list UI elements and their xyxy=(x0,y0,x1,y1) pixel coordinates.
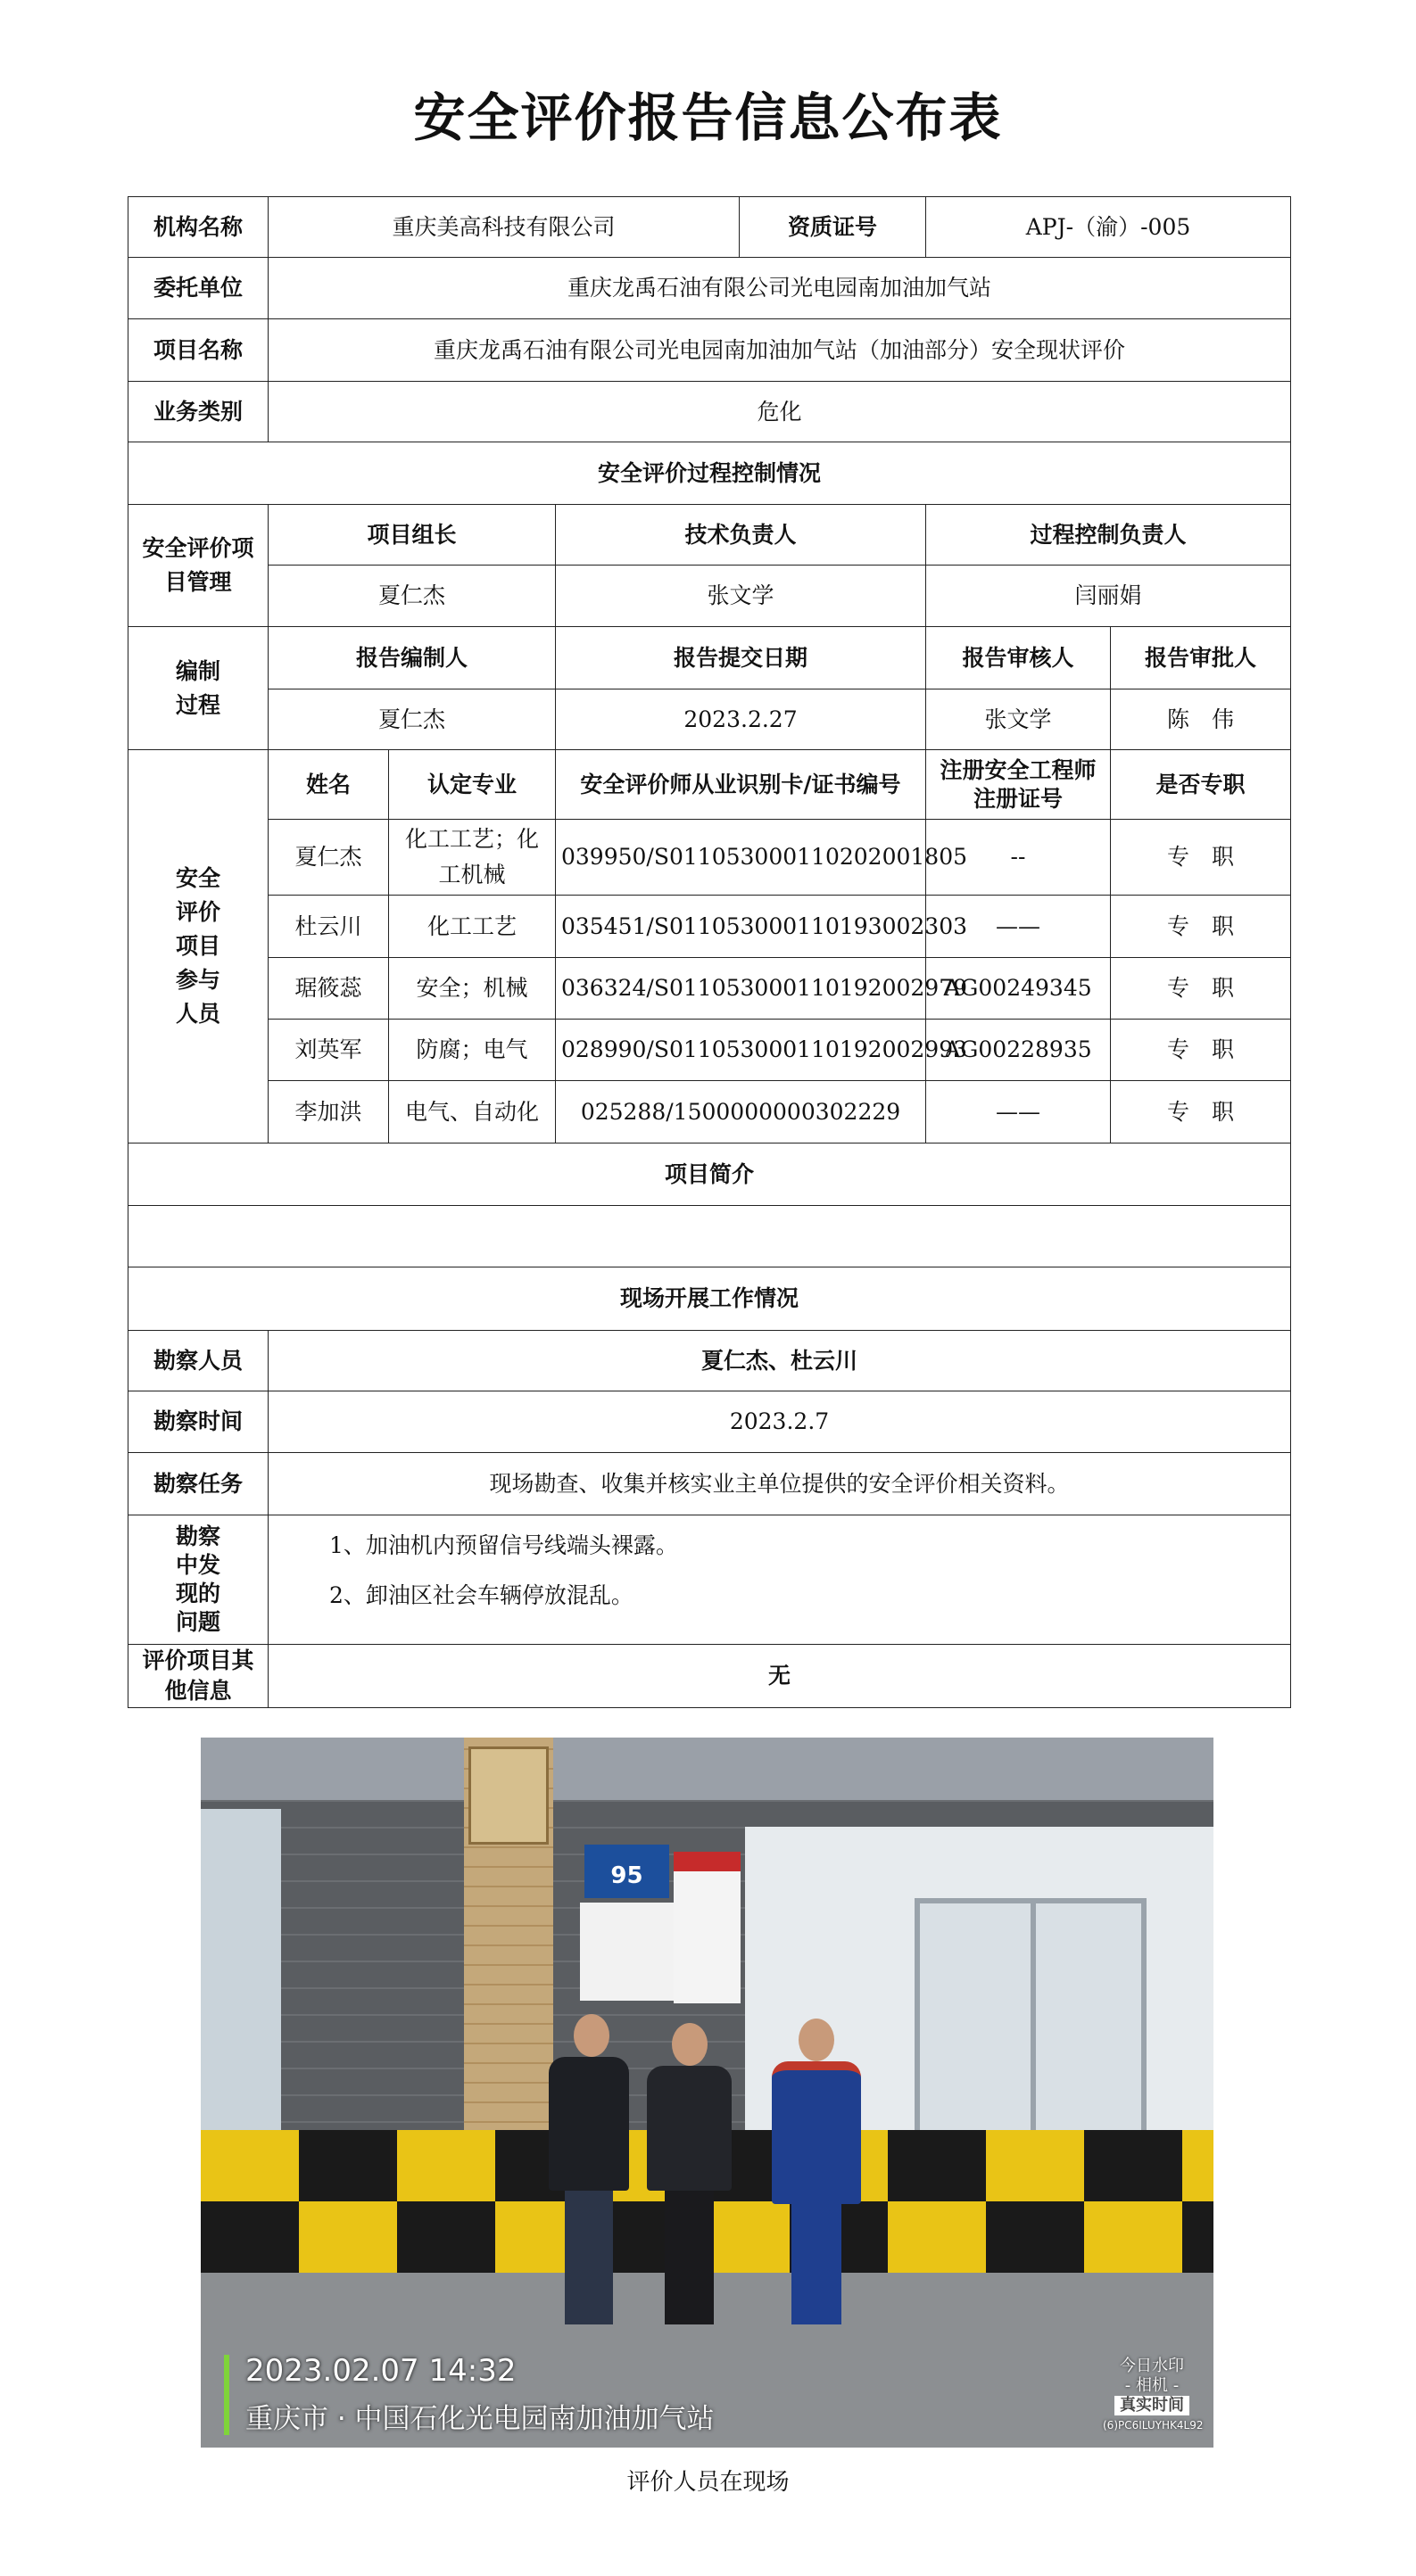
org-value: 重庆美高科技有限公司 xyxy=(269,197,740,258)
watermark-line: - 相机 - xyxy=(1124,2376,1180,2395)
process-section-title: 安全评价过程控制情况 xyxy=(128,442,1291,505)
compile-value: 夏仁杰 xyxy=(269,689,556,750)
intro-section-title: 项目简介 xyxy=(128,1144,1291,1206)
participant-reg: —— xyxy=(926,896,1111,958)
photo-caption: 评价人员在现场 xyxy=(626,2469,790,2496)
participant-major: 防腐；电气 xyxy=(389,1020,556,1081)
house-number: 95 xyxy=(610,1862,643,1889)
site-staff-label: 勘察人员 xyxy=(128,1331,269,1391)
compile-value: 2023.2.27 xyxy=(556,689,926,750)
participant-fulltime: 专 职 xyxy=(1111,820,1291,896)
business-value: 危化 xyxy=(269,382,1291,442)
site-issues xyxy=(269,1515,1291,1645)
person-right xyxy=(772,2019,861,2326)
site-other-label: 评价项目其他信息 xyxy=(128,1645,269,1708)
person-head xyxy=(574,2014,609,2057)
site-issues-label: 勘察中发现的问题 xyxy=(128,1515,269,1645)
photo-timestamp: 2023.02.07 14:32 xyxy=(245,2353,517,2389)
management-value: 闫丽娟 xyxy=(926,566,1291,627)
site-other-value: 无 xyxy=(269,1645,1291,1708)
watermark-line: 今日水印 xyxy=(1120,2357,1184,2375)
cert-value: APJ-（渝）-005 xyxy=(926,197,1291,258)
participants-header: 注册安全工程师注册证号 xyxy=(926,750,1111,820)
person-uniform xyxy=(772,2061,861,2204)
person-left xyxy=(549,2014,629,2326)
participant-fulltime: 专 职 xyxy=(1111,1081,1291,1144)
site-section-title: 现场开展工作情况 xyxy=(128,1267,1291,1331)
photo-location: 重庆市 · 中国石化光电园南加油加气站 xyxy=(245,2403,715,2435)
pillar-ornament xyxy=(468,1746,549,1845)
person-middle xyxy=(647,2023,732,2326)
compile-value: 张文学 xyxy=(926,689,1111,750)
watermark xyxy=(1103,2357,1204,2435)
participant-major: 电气、自动化 xyxy=(389,1081,556,1144)
site-time-label: 勘察时间 xyxy=(128,1391,269,1453)
issue-item: 2、卸油区社会车辆停放混乱。 xyxy=(329,1582,633,1608)
participant-major: 化工工艺 xyxy=(389,896,556,958)
person-head xyxy=(672,2023,708,2066)
cert-label: 资质证号 xyxy=(740,197,926,258)
site-staff-value: 夏仁杰、杜云川 xyxy=(269,1331,1291,1391)
project-label: 项目名称 xyxy=(128,319,269,382)
compile-label: 编制过程 xyxy=(128,627,269,750)
participant-name: 李加洪 xyxy=(269,1081,389,1144)
participant-cert: 025288/1500000000302229 xyxy=(556,1081,926,1144)
person-jacket xyxy=(647,2066,732,2191)
watermark-code: (6)PC6ILUYHK4L92 xyxy=(1103,2419,1204,2432)
management-label: 安全评价项目管理 xyxy=(128,505,269,627)
notice-board xyxy=(674,1852,741,2003)
participant-name: 琚筱蕊 xyxy=(269,958,389,1020)
site-task-value: 现场勘查、收集并核实业主单位提供的安全评价相关资料。 xyxy=(269,1453,1291,1515)
participant-fulltime: 专 职 xyxy=(1111,1020,1291,1081)
management-header: 过程控制负责人 xyxy=(926,505,1291,566)
management-value: 张文学 xyxy=(556,566,926,627)
roof-edge xyxy=(201,1738,1213,1800)
participant-major: 安全；机械 xyxy=(389,958,556,1020)
management-header: 技术负责人 xyxy=(556,505,926,566)
participant-cert: 036324/S011053000110192002979 xyxy=(556,958,926,1020)
participants-header: 是否专职 xyxy=(1111,750,1291,820)
participant-major: 化工工艺；化工机械 xyxy=(389,820,556,896)
compile-header: 报告审核人 xyxy=(926,627,1111,689)
participants-header: 姓名 xyxy=(269,750,389,820)
person-head xyxy=(799,2019,834,2061)
compile-value: 陈 伟 xyxy=(1111,689,1291,750)
participant-cert: 028990/S011053000110192002993 xyxy=(556,1020,926,1081)
compile-header: 报告编制人 xyxy=(269,627,556,689)
person-legs xyxy=(791,2195,841,2324)
house-number-sign xyxy=(584,1845,669,1898)
page-title: 安全评价报告信息公布表 xyxy=(413,87,1003,148)
participant-fulltime: 专 职 xyxy=(1111,896,1291,958)
site-time-value: 2023.2.7 xyxy=(269,1391,1291,1453)
person-legs xyxy=(665,2191,714,2324)
participants-header: 安全评价师从业识别卡/证书编号 xyxy=(556,750,926,820)
intro-text xyxy=(128,1206,1291,1267)
participant-fulltime: 专 职 xyxy=(1111,958,1291,1020)
participant-name: 夏仁杰 xyxy=(269,820,389,896)
client-value: 重庆龙禹石油有限公司光电园南加油加气站 xyxy=(269,258,1291,319)
participant-reg: AG00249345 xyxy=(926,958,1111,1020)
participant-name: 刘英军 xyxy=(269,1020,389,1081)
participant-reg: AG00228935 xyxy=(926,1020,1111,1081)
participant-name: 杜云川 xyxy=(269,896,389,958)
issue-item: 1、加油机内预留信号线端头裸露。 xyxy=(329,1532,678,1558)
table-row xyxy=(128,1020,1291,1081)
compile-header: 报告审批人 xyxy=(1111,627,1291,689)
site-photo xyxy=(201,1738,1213,2448)
person-legs xyxy=(565,2191,613,2324)
participants-label: 安全评价项目参与人员 xyxy=(128,750,269,1144)
client-label: 委托单位 xyxy=(128,258,269,319)
info-table xyxy=(128,196,1291,1708)
participant-reg: —— xyxy=(926,1081,1111,1144)
site-task-label: 勘察任务 xyxy=(128,1453,269,1515)
table-row xyxy=(128,896,1291,958)
org-label: 机构名称 xyxy=(128,197,269,258)
table-row xyxy=(128,820,1291,896)
table-row xyxy=(128,1081,1291,1144)
participant-cert: 039950/S011053000110202001805 xyxy=(556,820,926,896)
timestamp-bar xyxy=(224,2355,229,2435)
management-value: 夏仁杰 xyxy=(269,566,556,627)
watermark-badge: 真实时间 xyxy=(1114,2396,1189,2415)
business-label: 业务类别 xyxy=(128,382,269,442)
company-plaque xyxy=(580,1903,674,2001)
participants-header: 认定专业 xyxy=(389,750,556,820)
participant-cert: 035451/S011053000110193002303 xyxy=(556,896,926,958)
table-row xyxy=(128,958,1291,1020)
management-header: 项目组长 xyxy=(269,505,556,566)
project-value: 重庆龙禹石油有限公司光电园南加油加气站（加油部分）安全现状评价 xyxy=(269,319,1291,382)
participant-reg: -- xyxy=(926,820,1111,896)
compile-header: 报告提交日期 xyxy=(556,627,926,689)
person-jacket xyxy=(549,2057,629,2191)
